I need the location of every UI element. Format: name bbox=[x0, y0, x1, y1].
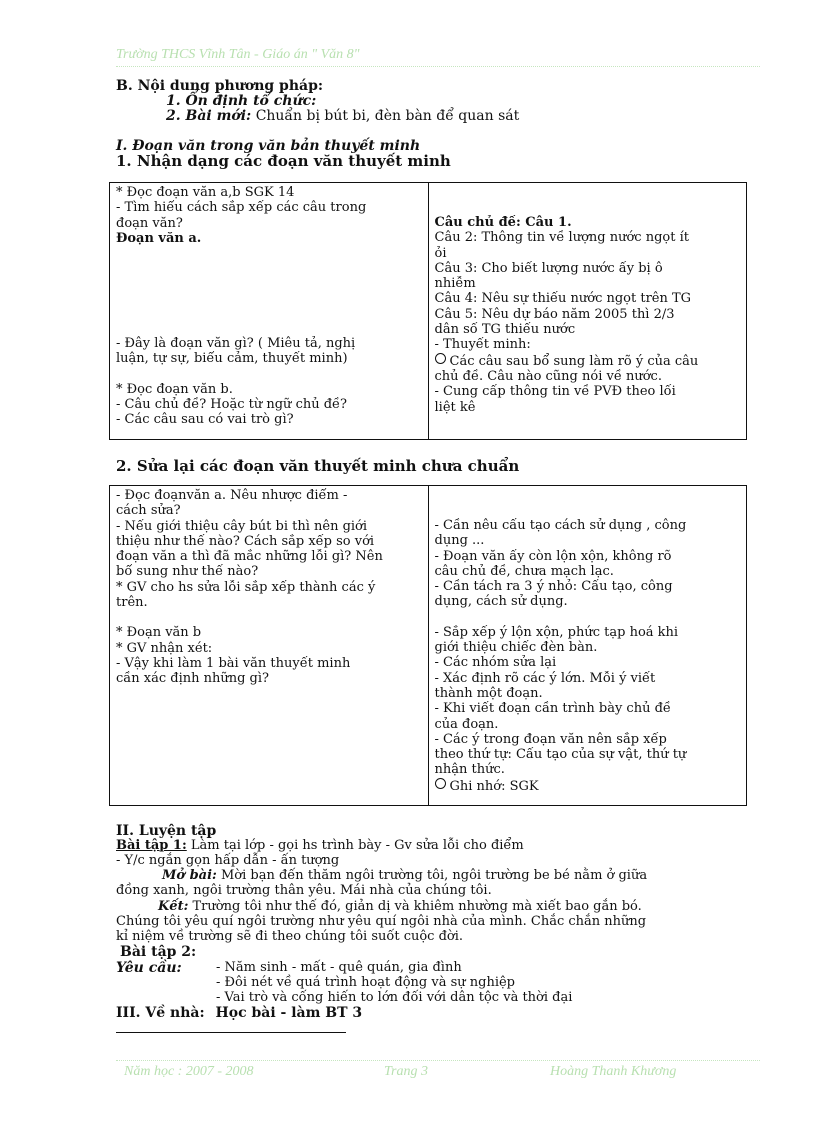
intro-paragraph-line2: đồng xanh, ngôi trường thân yêu. Mái nhà của chúng tôi. bbox=[116, 883, 492, 898]
table2-right-line: - Đoạn văn ấy còn lộn xộn, không rõ bbox=[434, 548, 672, 564]
requirement-item: - Năm sinh - mất - quê quán, gia đình bbox=[216, 960, 462, 975]
exercise1-label: Bài tập 1: bbox=[116, 838, 187, 853]
conclusion-paragraph-line1 bbox=[158, 899, 642, 914]
section-b-item2-label: 2. Bài mới: bbox=[166, 108, 252, 124]
footer-page-number: Trang 3 bbox=[384, 1064, 428, 1079]
table1-right-line: ỏi bbox=[434, 245, 447, 261]
table1-left-line: đoạn văn? bbox=[116, 215, 183, 231]
circle-bullet-icon bbox=[435, 778, 446, 789]
header-rule bbox=[116, 66, 760, 67]
table2-left-line: * GV cho hs sửa lỗi sắp xếp thành các ý bbox=[116, 579, 376, 595]
table1-right-line bbox=[435, 353, 741, 369]
table2-left-line: cần xác định những gì? bbox=[116, 671, 269, 687]
table1-right-line: Câu 3: Cho biết lượng nước ấy bị ô bbox=[434, 260, 663, 276]
table2-left-line: - Đọc đoạnvăn a. Nêu nhược điểm - bbox=[116, 488, 348, 503]
table2-right-line: - Các nhóm sửa lại bbox=[434, 655, 557, 671]
table2-right-line: nhận thức. bbox=[434, 762, 505, 778]
table2-right-line bbox=[435, 778, 741, 794]
footer-rule bbox=[116, 1060, 760, 1061]
table1-right-line: chủ đề. Câu nào cũng nói về nước. bbox=[434, 368, 662, 384]
table1-right-line: Câu 2: Thông tin về lượng nước ngọt ít bbox=[434, 230, 689, 246]
conclusion-paragraph-line3: kỉ niệm về trường sẽ đi theo chúng tôi suốt cuộc đời. bbox=[116, 929, 464, 944]
table1-right-line: Câu chủ đề: Câu 1. bbox=[434, 215, 572, 230]
circle-bullet-icon bbox=[435, 353, 446, 364]
table2-left-line: trên. bbox=[116, 595, 148, 611]
table2-right-line: - Xác định rõ các ý lớn. Mỗi ý viết bbox=[434, 670, 656, 686]
footnote-rule bbox=[116, 1032, 346, 1033]
intro-label: Mở bài: bbox=[162, 868, 217, 883]
section-b-title: B. Nội dung phương pháp: bbox=[116, 78, 324, 94]
table1-left-line: - Các câu sau có vai trò gì? bbox=[116, 412, 294, 428]
exercise1-line bbox=[116, 838, 524, 853]
exercise2-label: Bài tập 2: bbox=[120, 944, 197, 960]
conclusion-label: Kết: bbox=[158, 899, 189, 914]
table1-right-cell bbox=[428, 183, 747, 440]
table1-right-line: liệt kê bbox=[434, 399, 476, 415]
table2-right-line: - Khi viết đoạn cần trình bày chủ đề bbox=[434, 701, 671, 717]
exercise1-requirement: - Y/c ngắn gọn hấp dẫn - ấn tượng bbox=[116, 853, 340, 868]
table1-left-line: Đoạn văn a. bbox=[116, 230, 202, 246]
table1-right-line: - Cung cấp thông tin về PVĐ theo lối bbox=[434, 384, 676, 400]
table1-right-line: Câu 5: Nêu dự báo năm 2005 thì 2/3 bbox=[434, 306, 675, 322]
conclusion-paragraph-line2: Chúng tôi yêu quí ngôi trường như yêu quí ngôi nhà của mình. Chắc chắn những bbox=[116, 914, 647, 929]
table1-right-line: nhiễm bbox=[434, 276, 476, 292]
table1-right-text: Các câu sau bổ sung làm rõ ý của câu bbox=[449, 353, 699, 369]
table1-left-line: - Tìm hiểu cách sắp xếp các câu trong bbox=[116, 200, 367, 216]
footer-school-year: Năm học : 2007 - 2008 bbox=[124, 1064, 254, 1079]
table1-left-line: * Đọc đoạn văn b. bbox=[116, 381, 233, 397]
table2-left-line: - Vậy khi làm 1 bài văn thuyết minh bbox=[116, 655, 351, 671]
table2-right-line: - Cần tách ra 3 ý nhỏ: Cấu tạo, công bbox=[434, 579, 673, 595]
table2-right-line: - Sắp xếp ý lộn xộn, phức tạp hoá khi bbox=[434, 624, 679, 640]
table-fix-paragraphs bbox=[109, 485, 747, 806]
table2-right-line: giới thiệu chiếc đèn bàn. bbox=[434, 640, 598, 656]
table2-right-line: của đoạn. bbox=[434, 716, 499, 732]
table2-left-line: * Đoạn văn b bbox=[116, 625, 202, 641]
table1-right-line: - Thuyết minh: bbox=[434, 337, 531, 353]
table2-left-line: - Nếu giới thiệu cây bút bi thì nên giới bbox=[116, 518, 368, 534]
table1-right-line: dân số TG thiếu nước bbox=[434, 322, 576, 338]
table2-right-text: Ghi nhớ: SGK bbox=[449, 778, 539, 794]
requirement-label: Yêu cầu: bbox=[116, 960, 182, 976]
section-b-item2 bbox=[166, 108, 519, 124]
table2-left-line: đoạn văn a thì đã mắc những lỗi gì? Nên bbox=[116, 549, 383, 565]
table2-right-line: - Các ý trong đoạn văn nên sắp xếp bbox=[434, 731, 667, 747]
practice-title: II. Luyện tập bbox=[116, 823, 217, 839]
table1-right-line: Câu 4: Nêu sự thiếu nước ngọt trên TG bbox=[434, 291, 692, 307]
table1-left-line: - Đây là đoạn văn gì? ( Miêu tả, nghị bbox=[116, 336, 356, 352]
intro-paragraph-line1 bbox=[162, 868, 647, 883]
table2-left-line: cách sửa? bbox=[116, 503, 181, 519]
section-b-item2-text: Chuẩn bị bút bi, đèn bàn để quan sát bbox=[255, 108, 520, 124]
section-b-item1: 1. Ổn định tổ chức: bbox=[166, 93, 317, 109]
table2-right-line: theo thứ tự: Cấu tạo của sự vật, thứ tự bbox=[434, 747, 687, 763]
table2-right-line: - Cần nêu cấu tạo cách sử dụng , công bbox=[434, 518, 687, 533]
exercise1-text: Làm tại lớp - gọi hs trình bày - Gv sửa lỗi cho điểm bbox=[190, 838, 524, 853]
part1-title: I. Đoạn văn trong văn bản thuyết minh bbox=[116, 138, 421, 154]
table2-right-line: dụng, cách sử dụng. bbox=[434, 594, 568, 610]
table2-right-line: dụng ... bbox=[434, 533, 485, 549]
requirement-item: - Đôi nét về quá trình hoạt động và sự nghiệp bbox=[216, 975, 516, 990]
part2-subtitle: 2. Sửa lại các đoạn văn thuyết minh chưa chuẩn bbox=[116, 457, 520, 475]
conclusion-text-1: Trường tôi như thế đó, giản dị và khiêm nhường mà xiết bao gắn bó. bbox=[192, 899, 642, 914]
homework-text: Học bài - làm BT 3 bbox=[215, 1005, 363, 1021]
table1-left-cell bbox=[110, 183, 429, 440]
table2-left-line: thiệu như thế nào? Cách sắp xếp so với bbox=[116, 533, 375, 549]
page-header: Trường THCS Vĩnh Tân - Giáo án " Văn 8" bbox=[116, 47, 360, 62]
table2-right-line: thành một đoạn. bbox=[434, 685, 543, 701]
table2-left-line: * GV nhận xét: bbox=[116, 640, 213, 656]
homework-line bbox=[116, 1005, 362, 1021]
part1-subtitle: 1. Nhận dạng các đoạn văn thuyết minh bbox=[116, 152, 451, 170]
footer-author: Hoàng Thanh Khương bbox=[550, 1064, 677, 1079]
table1-left-line: - Câu chủ đề? Hoặc từ ngữ chủ đề? bbox=[116, 397, 348, 413]
table2-left-line: bổ sung như thế nào? bbox=[116, 564, 259, 580]
table2-left-cell bbox=[110, 486, 429, 806]
homework-title: III. Về nhà: bbox=[116, 1005, 205, 1021]
table2-right-line: câu chủ đề, chưa mạch lạc. bbox=[434, 563, 614, 579]
table1-left-line: * Đọc đoạn văn a,b SGK 14 bbox=[116, 185, 295, 200]
table-recognize-paragraphs bbox=[109, 182, 747, 440]
requirement-item: - Vai trò và cống hiến to lớn đối với dân tộc và thời đại bbox=[216, 990, 573, 1005]
table1-left-line: luận, tự sự, biểu cảm, thuyết minh) bbox=[116, 351, 348, 367]
table2-right-cell bbox=[428, 486, 747, 806]
intro-text-1: Mời bạn đến thăm ngôi trường tôi, ngôi trường be bé nằm ở giữa bbox=[220, 868, 648, 883]
